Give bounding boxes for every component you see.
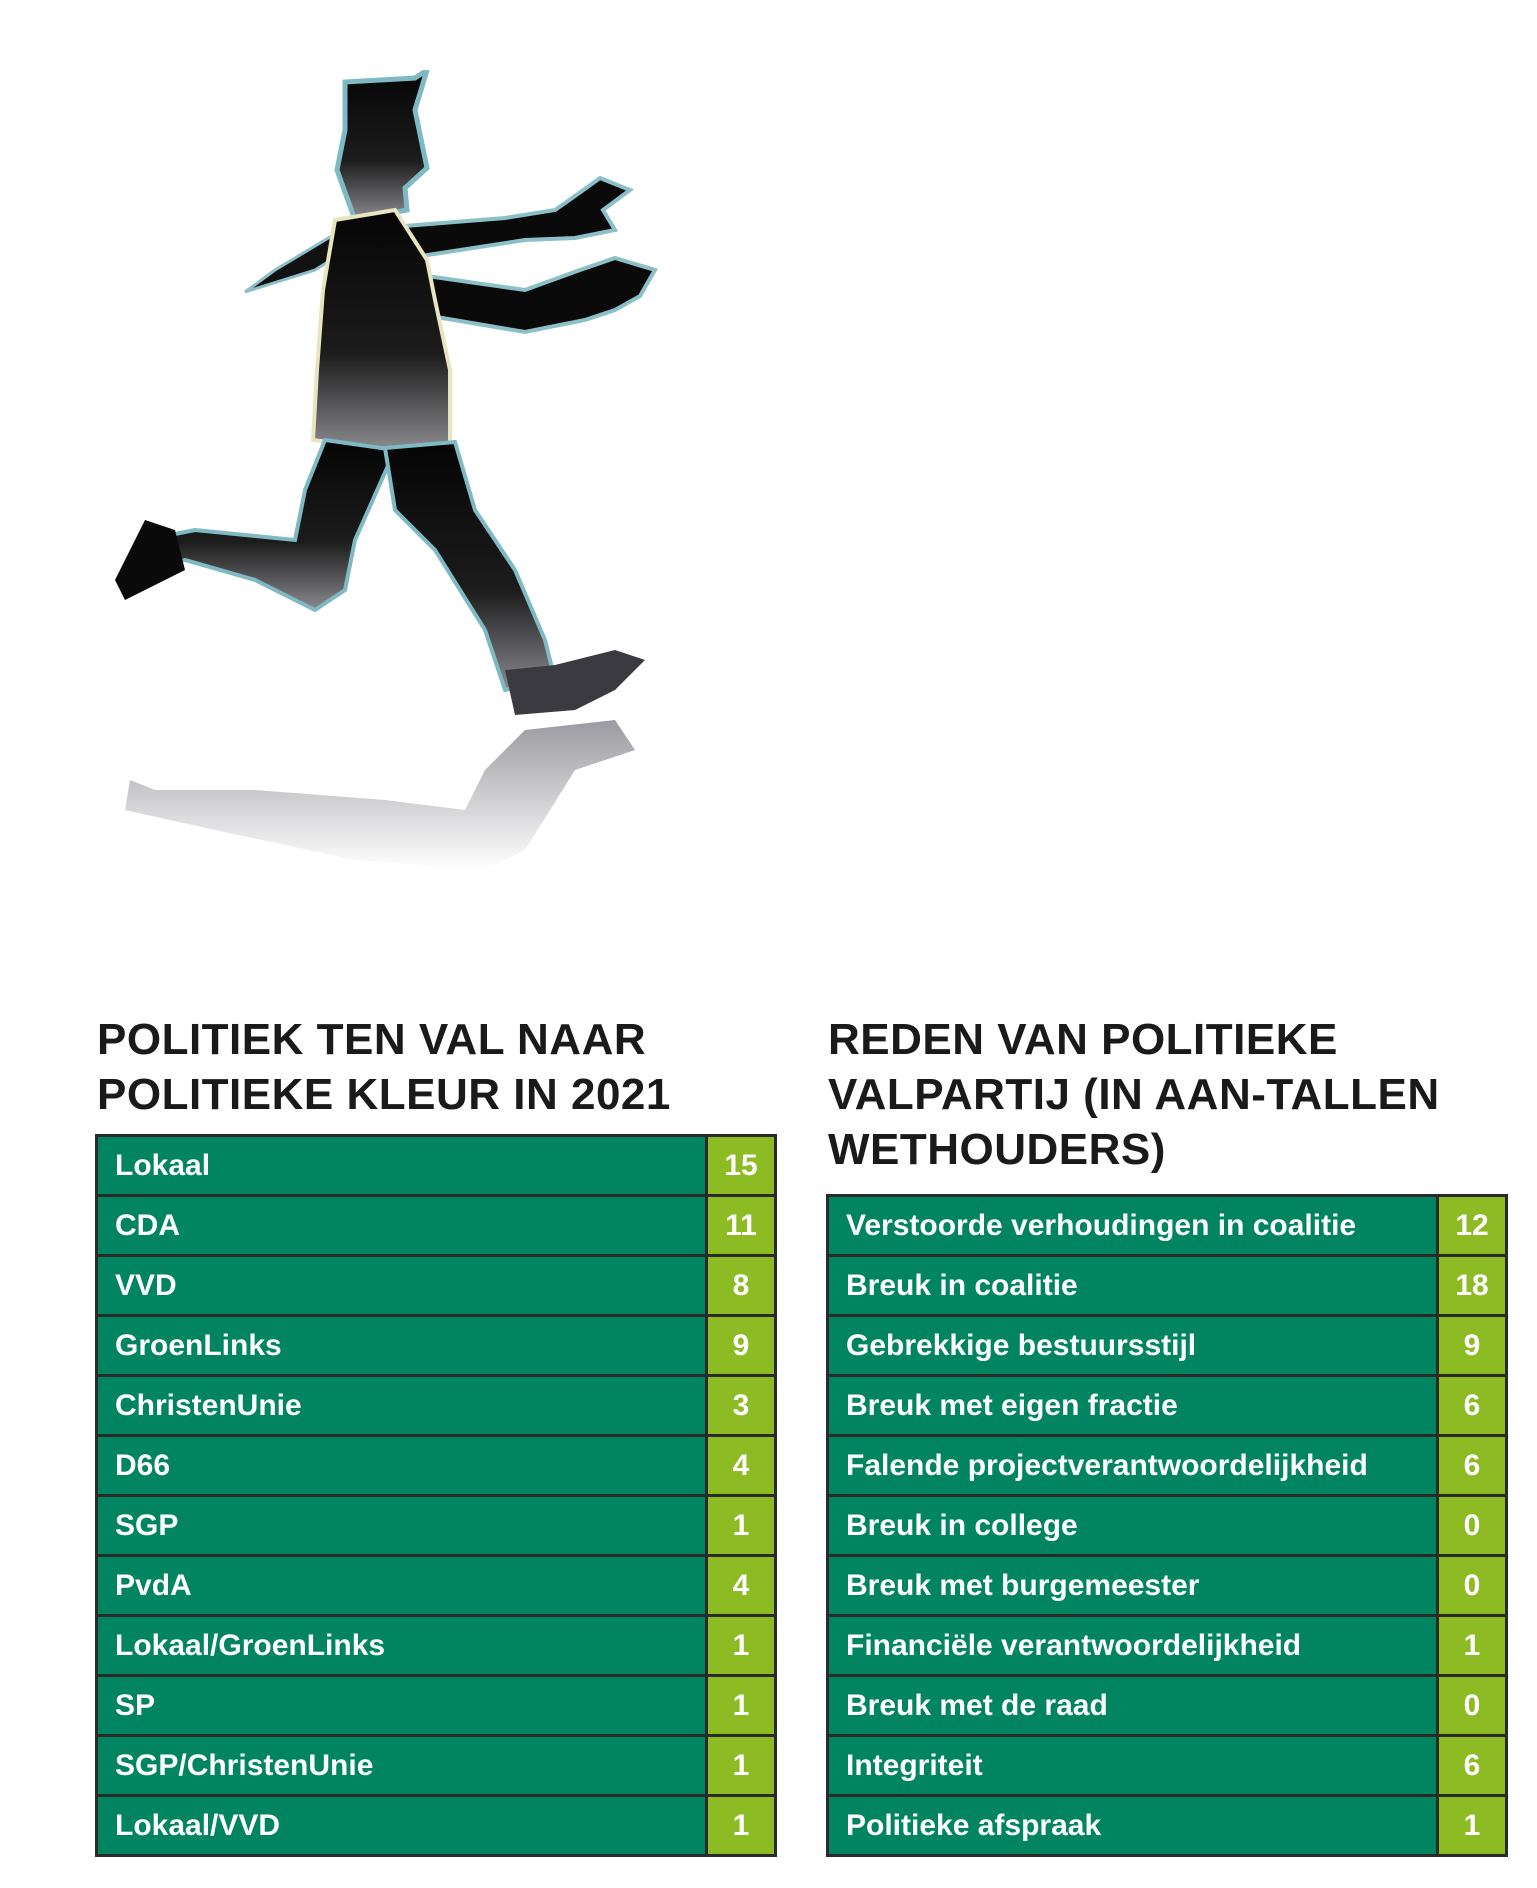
head-shape: [337, 70, 427, 220]
row-value: 1: [1439, 1797, 1508, 1854]
row-label: Gebrekkige bestuursstijl: [826, 1317, 1439, 1374]
row-label: PvdA: [95, 1557, 708, 1614]
row-value: 11: [708, 1197, 777, 1254]
row-value: 1: [1439, 1617, 1508, 1674]
row-value: 1: [708, 1737, 777, 1794]
row-value: 0: [1439, 1557, 1508, 1614]
row-value: 8: [708, 1257, 777, 1314]
row-label: D66: [95, 1437, 708, 1494]
row-value: 1: [708, 1497, 777, 1554]
table-row: [826, 1797, 1508, 1857]
row-value: 9: [708, 1317, 777, 1374]
row-label: SGP: [95, 1497, 708, 1554]
reason-table: [826, 1194, 1508, 1857]
running-man-illustration: [55, 70, 755, 1010]
row-label: CDA: [95, 1197, 708, 1254]
row-label: Lokaal/VVD: [95, 1797, 708, 1854]
row-value: 1: [708, 1617, 777, 1674]
row-label: Integriteit: [826, 1737, 1439, 1794]
row-value: 1: [708, 1797, 777, 1854]
row-label: Verstoorde verhoudingen in coalitie: [826, 1197, 1439, 1254]
table-row: [95, 1197, 777, 1257]
row-value: 18: [1439, 1257, 1508, 1314]
row-value: 4: [708, 1557, 777, 1614]
row-label: Politieke afspraak: [826, 1797, 1439, 1854]
front-leg-shape: [385, 442, 555, 690]
row-label: Breuk met burgemeester: [826, 1557, 1439, 1614]
table-row: [826, 1677, 1508, 1737]
table-row: [826, 1737, 1508, 1797]
table-row: [826, 1437, 1508, 1497]
row-value: 1: [708, 1677, 777, 1734]
table-row: [95, 1797, 777, 1857]
row-label: Breuk met de raad: [826, 1677, 1439, 1734]
table-row: [826, 1617, 1508, 1677]
left-table-title: POLITIEK TEN VAL NAAR POLITIEKE KLEUR IN 2021: [97, 1015, 671, 1119]
row-label: SP: [95, 1677, 708, 1734]
table-row: [826, 1377, 1508, 1437]
row-label: ChristenUnie: [95, 1377, 708, 1434]
row-label: Breuk in coalitie: [826, 1257, 1439, 1314]
table-row: [826, 1497, 1508, 1557]
row-value: 6: [1439, 1437, 1508, 1494]
row-label: GroenLinks: [95, 1317, 708, 1374]
row-value: 12: [1439, 1197, 1508, 1254]
row-label: VVD: [95, 1257, 708, 1314]
table-row: [95, 1677, 777, 1737]
table-row: [95, 1617, 777, 1677]
back-shoe-shape: [115, 520, 185, 600]
table-row: [95, 1257, 777, 1317]
table-row: [95, 1377, 777, 1437]
table-row: [826, 1557, 1508, 1617]
table-row: [95, 1737, 777, 1797]
row-value: 15: [708, 1137, 777, 1194]
right-table-title: REDEN VAN POLITIEKE VALPARTIJ (IN AAN-TALLEN WETHOUDERS): [828, 1015, 1440, 1174]
table-row: [95, 1557, 777, 1617]
table-row: [826, 1197, 1508, 1257]
row-value: 9: [1439, 1317, 1508, 1374]
row-label: Breuk met eigen fractie: [826, 1377, 1439, 1434]
party-table: [95, 1134, 777, 1857]
row-label: SGP/ChristenUnie: [95, 1737, 708, 1794]
table-row: [95, 1137, 777, 1197]
row-label: Breuk in college: [826, 1497, 1439, 1554]
row-value: 6: [1439, 1737, 1508, 1794]
row-value: 4: [708, 1437, 777, 1494]
row-label: Lokaal: [95, 1137, 708, 1194]
table-row: [826, 1317, 1508, 1377]
table-row: [95, 1497, 777, 1557]
row-label: Falende projectverantwoordelijkheid: [826, 1437, 1439, 1494]
row-value: 3: [708, 1377, 777, 1434]
row-value: 0: [1439, 1677, 1508, 1734]
table-row: [95, 1317, 777, 1377]
row-label: Lokaal/GroenLinks: [95, 1617, 708, 1674]
table-row: [826, 1257, 1508, 1317]
row-value: 6: [1439, 1377, 1508, 1434]
table-row: [95, 1437, 777, 1497]
reflection-shape: [125, 720, 635, 870]
back-leg-shape: [145, 440, 395, 610]
row-value: 0: [1439, 1497, 1508, 1554]
row-label: Financiële verantwoordelijkheid: [826, 1617, 1439, 1674]
